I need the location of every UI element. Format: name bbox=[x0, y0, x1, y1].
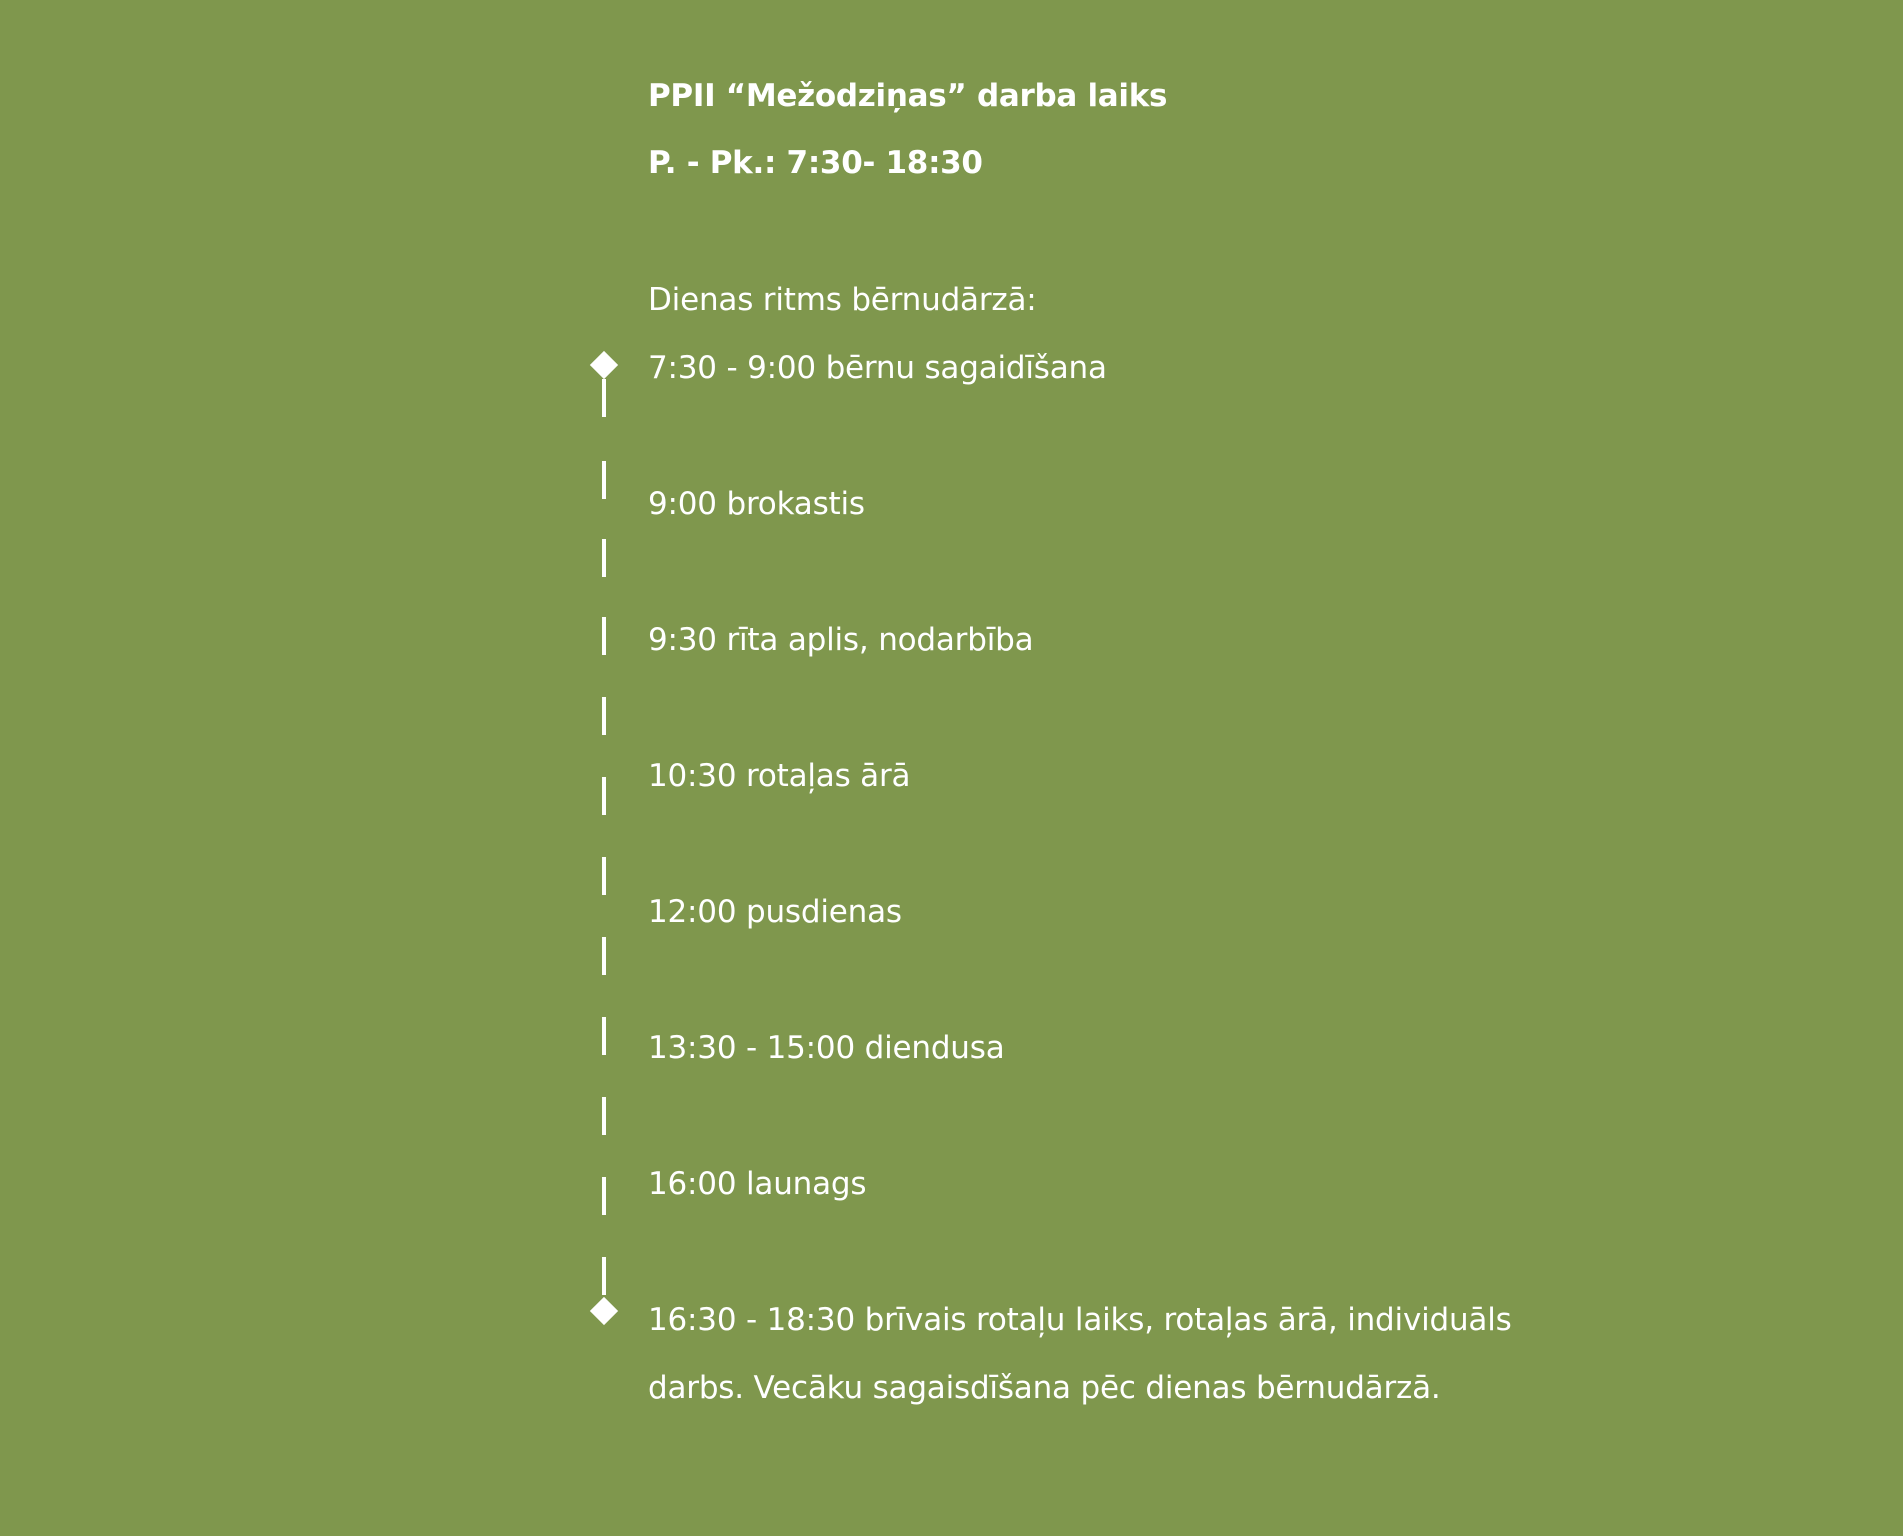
timeline-dash bbox=[602, 461, 606, 499]
schedule-item: 13:30 - 15:00 diendusa bbox=[648, 1030, 1005, 1066]
schedule-item: 16:30 - 18:30 brīvais rotaļu laiks, rotaļas ārā, individuāls bbox=[648, 1302, 1512, 1338]
timeline-dash bbox=[602, 777, 606, 815]
schedule-item: 16:00 launags bbox=[648, 1166, 867, 1202]
timeline-dash bbox=[602, 1257, 606, 1295]
schedule-item: 10:30 rotaļas ārā bbox=[648, 758, 911, 794]
timeline-dash bbox=[602, 539, 606, 577]
page-title: PPII “Mežodziņas” darba laiks bbox=[648, 78, 1168, 114]
timeline-start-diamond-icon bbox=[590, 351, 618, 379]
timeline-dash bbox=[602, 617, 606, 655]
working-hours: P. - Pk.: 7:30- 18:30 bbox=[648, 145, 983, 181]
schedule-intro: Dienas ritms bērnudārzā: bbox=[648, 282, 1037, 318]
timeline-dash bbox=[602, 697, 606, 735]
timeline-dash bbox=[602, 1097, 606, 1135]
timeline-dash bbox=[602, 1017, 606, 1055]
schedule-item: 9:30 rīta aplis, nodarbība bbox=[648, 622, 1034, 658]
timeline bbox=[592, 353, 616, 1353]
timeline-dash bbox=[602, 857, 606, 895]
schedule-item: 7:30 - 9:00 bērnu sagaidīšana bbox=[648, 350, 1107, 386]
timeline-dash bbox=[602, 1177, 606, 1215]
timeline-dash bbox=[602, 379, 606, 417]
schedule-item-continuation: darbs. Vecāku sagaisdīšana pēc dienas bērnudārzā. bbox=[648, 1370, 1441, 1406]
timeline-dash bbox=[602, 937, 606, 975]
timeline-end-diamond-icon bbox=[590, 1297, 618, 1325]
schedule-item: 9:00 brokastis bbox=[648, 486, 865, 522]
schedule-item: 12:00 pusdienas bbox=[648, 894, 902, 930]
